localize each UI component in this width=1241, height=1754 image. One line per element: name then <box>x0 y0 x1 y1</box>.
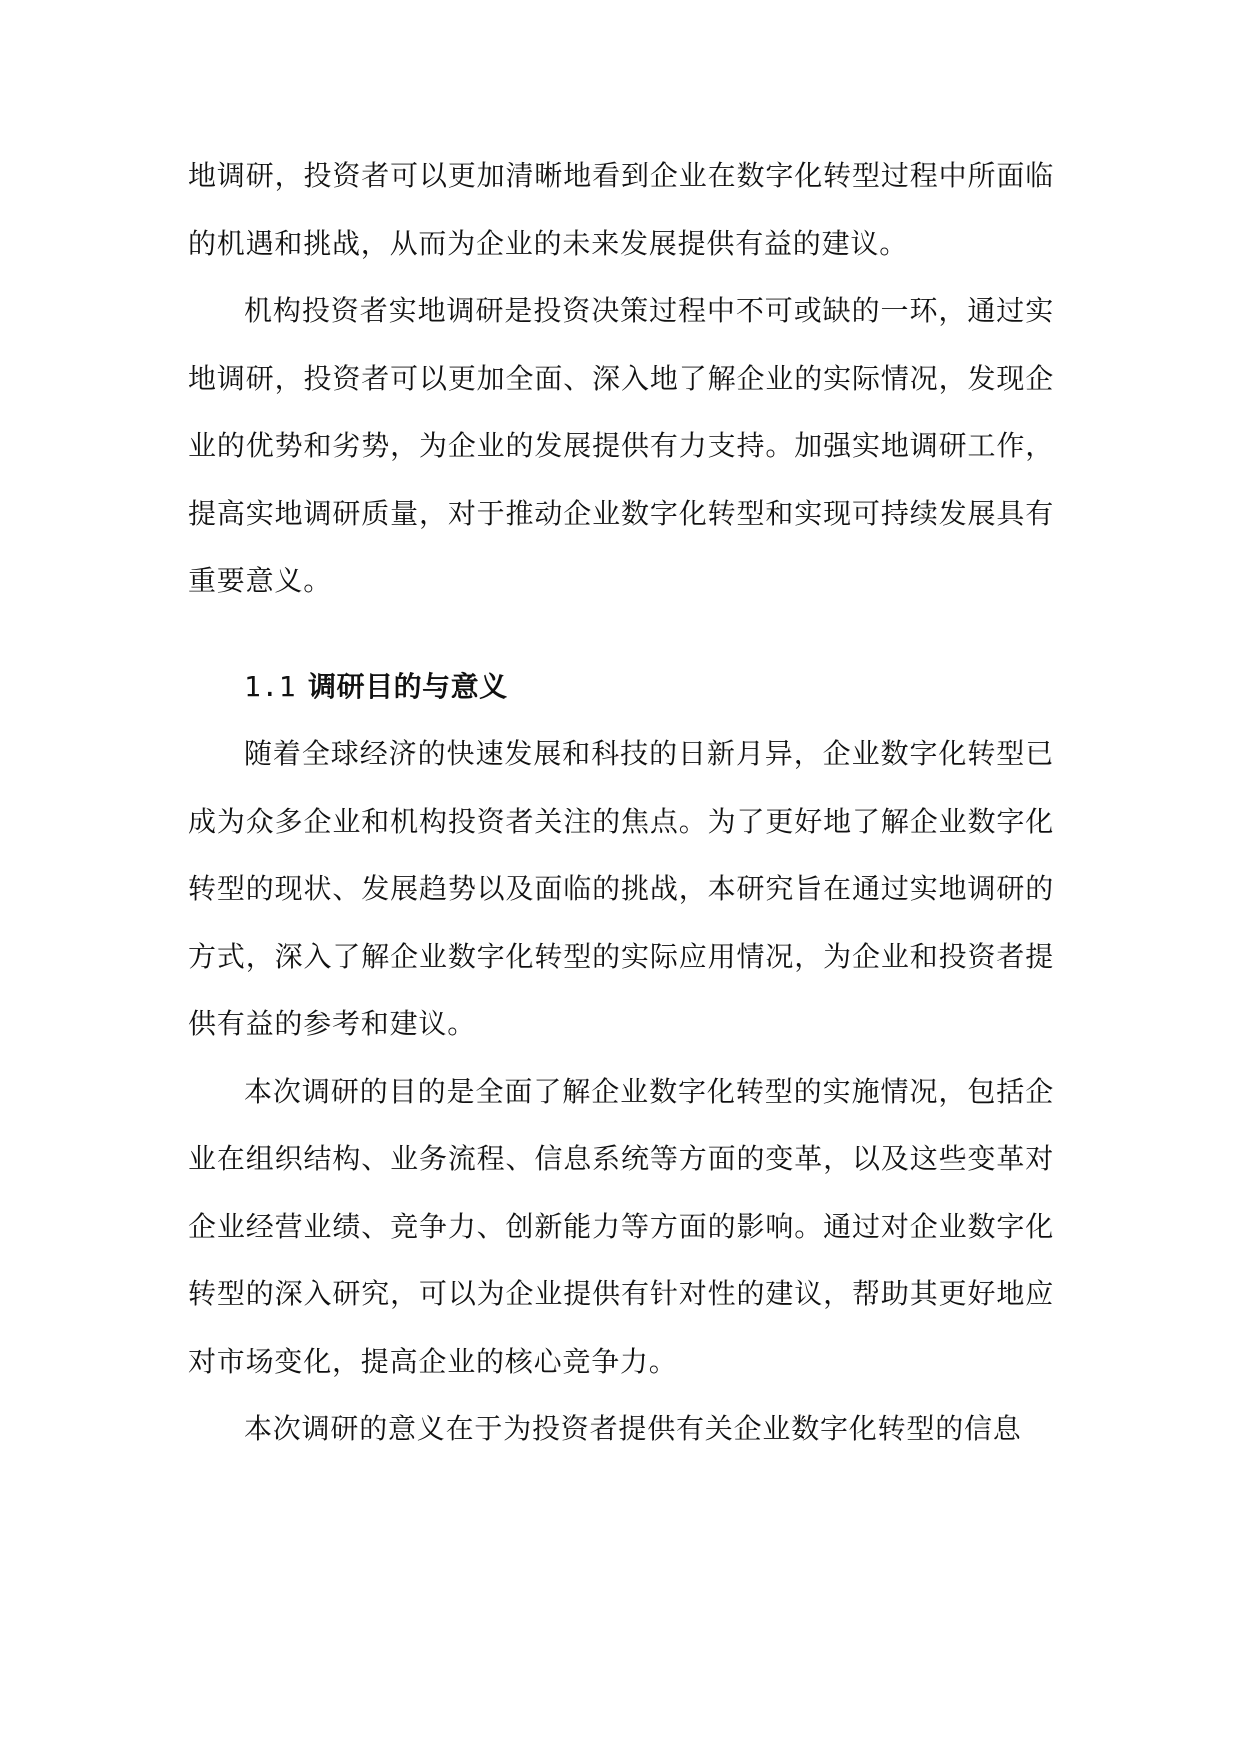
paragraph-field-research-importance: 机构投资者实地调研是投资决策过程中不可或缺的一环，通过实地调研，投资者可以更加全面、深入地了解企业的实际情况，发现企业的优势和劣势，为企业的发展提供有力支持。加强实地调研工作，提高实地调研质量，对于推动企业数字化转型和实现可持续发展具有重要意义。 <box>188 294 1054 597</box>
document-body <box>188 142 1054 1463</box>
section-title: 调研目的与意义 <box>308 669 508 703</box>
paragraph-background: 随着全球经济的快速发展和科技的日新月异，企业数字化转型已成为众多企业和机构投资者关注的焦点。为了更好地了解企业数字化转型的现状、发展趋势以及面临的挑战，本研究旨在通过实地调研的方式，深入了解企业数字化转型的实际应用情况，为企业和投资者提供有益的参考和建议。 <box>188 737 1054 1040</box>
paragraph-continuation: 地调研，投资者可以更加清晰地看到企业在数字化转型过程中所面临的机遇和挑战，从而为企业的未来发展提供有益的建议。 <box>188 159 1054 260</box>
paragraph-purpose: 本次调研的目的是全面了解企业数字化转型的实施情况，包括企业在组织结构、业务流程、信息系统等方面的变革，以及这些变革对企业经营业绩、竞争力、创新能力等方面的影响。通过对企业数字化转型的深入研究，可以为企业提供有针对性的建议，帮助其更好地应对市场变化，提高企业的核心竞争力。 <box>188 1074 1054 1378</box>
section-heading <box>188 653 1054 721</box>
paragraph-significance: 本次调研的意义在于为投资者提供有关企业数字化转型的信息 <box>244 1412 1022 1445</box>
section-number: 1.1 <box>244 669 297 703</box>
